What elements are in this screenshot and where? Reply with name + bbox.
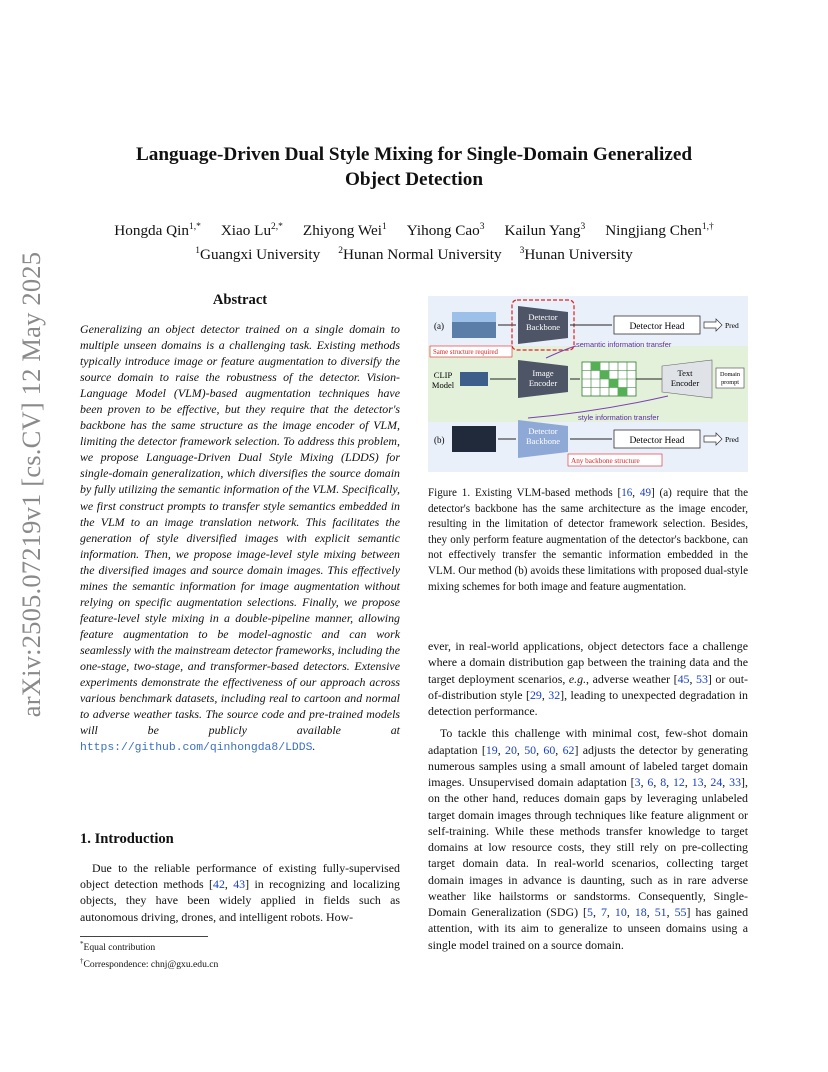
any-backbone-label: Any backbone structure bbox=[571, 457, 640, 465]
title-line-2: Object Detection bbox=[345, 169, 483, 190]
citation-link[interactable]: 62 bbox=[562, 742, 575, 757]
affiliation: $^2$Hunan Normal University bbox=[338, 246, 502, 264]
citation-link[interactable]: 51 bbox=[654, 905, 667, 919]
affiliation: $^1$Guangxi University bbox=[195, 246, 321, 264]
citation-link[interactable]: 19 bbox=[485, 742, 498, 757]
citation-link[interactable]: 45 bbox=[677, 671, 690, 686]
abstract-text: Generalizing an object detector trained on a single domain to multiple unseen domains is a challenging task. Existing methods typically introduce image or feature augmentation to diversify the source domain to raise the robustness of the detector. Vision-Language Model (VLM)-based augmentation techniques have been proven to be effective, but they require that the detector's backbone has the same structure as the image encoder of VLM, limiting the detector framework selection. To address this problem, we propose Language-Driven Dual Style Mixing (LDDS) for single-domain generalization, which diversifies the source domain by fully utilizing the semantic information of the VLM. Specifically, we first construct prompts to transfer style semantics embedded in the VLM to an image translation network. This facilitates the generation of style diversified images with explicit semantic information. Then, we propose image-level style mixing between the diversified images and source domain images. This effectively mines the semantic information for image augmentation without relying on specific augmentation selections. Finally, we propose feature-level style mixing in a double-pipeline manner, allowing feature augmentation to be model-agnostic and can work seamlessly with the mainstream detector frameworks, including the one-stage, two-stage, and transformer-based detectors. Extensive experiments demonstrate the effectiveness of our approach across various benchmark datasets, including real to cartoon and normal to adverse weather tasks. The source code and pre-trained models will be publicly available at https://github.com/qinhongda8/LDDS. bbox=[80, 322, 400, 755]
detector-head-a-label: Detector Head bbox=[629, 322, 685, 332]
pred-b-label: Pred bbox=[725, 435, 739, 444]
footnote-divider bbox=[80, 936, 208, 937]
citation-link[interactable]: 49 bbox=[639, 487, 652, 499]
citation-link[interactable]: 24 bbox=[710, 775, 723, 789]
citation-link[interactable]: 50 bbox=[524, 742, 537, 757]
paragraph-domain-adaptation: To tackle this challenge with minimal cost, few-shot domain adaptation [19, 20, 50, 60, 62] adjusts the detector by generating numerous samples using a small amount of labeled target domain images. Unsupervised domain adaptation [3, 6, 8, 12, 13, 24, 33], on the other hand, reduces domain gaps by leveraging unlabeled target domain images through techniques like feature alignment or self-training. While these methods transfer knowledge to target domains at low resource costs, they still rely on pre-collecting target domain data. In real-world scenarios, collecting target domain images in advance is daunting, such as in rare adverse weather like hailstorms or sandstorms. Consequently, Single-Domain Generalization (SDG) [5, 7, 10, 18, 51, 55] has gained attention, with its aim to generalize to unseen domains using a single model trained on a source domain. bbox=[428, 726, 749, 952]
abstract-section bbox=[80, 292, 400, 756]
introduction-paragraph: Due to the reliable performance of existing fully-supervised object detection methods [42, 43] in recognizing and localizing objects, they have been widely applied in fields such as autonomous driving, drones, and intelligent robots. How- bbox=[80, 861, 400, 924]
paragraph-continuation: ever, in real-world applications, object detectors face a challenge where a domain distribution gap between the training data and the target deployment scenarios, e.g., adverse weather [45, 53] or out-of-distribution style [29, 32], leading to unexpected degradation in detection performance. bbox=[428, 639, 749, 718]
author: Kailun Yang$^3$ bbox=[504, 222, 586, 240]
clip-input-image bbox=[460, 372, 488, 386]
image-encoder-label: Image Encoder bbox=[528, 368, 558, 388]
citation-link[interactable]: 10 bbox=[614, 905, 627, 919]
citation-link[interactable]: 42 bbox=[213, 877, 225, 892]
figure-1-diagram bbox=[428, 296, 748, 472]
footnote-correspondence: †Correspondence: chnj@gxu.edu.cn bbox=[80, 956, 219, 971]
affiliation-list bbox=[80, 241, 748, 265]
pred-arrow-b bbox=[704, 433, 722, 445]
citation-link[interactable]: 16 bbox=[621, 487, 633, 499]
detector-head-b-label: Detector Head bbox=[629, 436, 685, 446]
right-column-text bbox=[428, 638, 748, 953]
citation-link[interactable]: 43 bbox=[233, 877, 246, 892]
citation-link[interactable]: 29 bbox=[529, 687, 542, 702]
arxiv-identifier-stamp bbox=[2, 251, 62, 717]
citation-link[interactable]: 18 bbox=[634, 905, 647, 919]
text-encoder-label: Text Encoder bbox=[670, 368, 700, 388]
semantic-transfer-label: semantic information transfer bbox=[576, 340, 672, 349]
author: Zhiyong Wei$^1$ bbox=[302, 222, 387, 240]
footnotes bbox=[80, 938, 400, 972]
architecture-diagram bbox=[428, 296, 748, 472]
author: Xiao $Lu^{2,*}$ bbox=[220, 222, 283, 240]
arxiv-identifier-text: arXiv:2505.07219v1 [cs.CV] 12 May 2025 bbox=[16, 251, 47, 717]
label-b: (b) bbox=[434, 435, 445, 445]
abstract-heading: Abstract bbox=[212, 292, 268, 308]
embedding-grid bbox=[582, 362, 636, 396]
title-line-1: Language-Driven Dual Style Mixing for Single-Domain Generalized bbox=[135, 144, 693, 165]
detector-backbone-a-label: Detector Backbone bbox=[526, 312, 560, 332]
same-structure-label: Same structure required bbox=[433, 349, 498, 356]
domain-prompt-label: Domain prompt bbox=[720, 371, 740, 386]
author: Ningjiang Chen$^{1,\dagger}$ bbox=[605, 222, 714, 240]
label-a: (a) bbox=[434, 321, 444, 331]
author: Hongda Qin$^{1,*}$ bbox=[114, 222, 201, 240]
citation-link[interactable]: 12 bbox=[672, 775, 685, 789]
paper-title bbox=[80, 142, 748, 192]
footnote-equal: *Equal contribution bbox=[80, 940, 156, 954]
citation-link[interactable]: 53 bbox=[696, 671, 708, 686]
pred-arrow-a bbox=[704, 319, 722, 331]
author: Yihong Cao$^3$ bbox=[406, 222, 485, 240]
citation-link[interactable]: 8 bbox=[660, 775, 667, 789]
author-block bbox=[80, 217, 748, 265]
citation-link[interactable]: 55 bbox=[674, 905, 687, 919]
pred-a-label: Pred bbox=[725, 321, 739, 330]
figure-1-caption: Figure 1. Existing VLM-based methods [16, 49] (a) require that the detector's backbone has the same architecture as the image encoder, resulting in the limitation of detector framework selection. Besides, they only perform feature augmentation of the detector's backbone, can not effectively transfer the semantic information embedded in the VLM. Our method (b) avoids these limitations with proposed dual-style mixing schemes for both image and feature augmentation. bbox=[428, 487, 749, 593]
introduction-heading: 1. Introduction bbox=[80, 831, 174, 847]
citation-link[interactable]: 32 bbox=[548, 687, 561, 702]
citation-link[interactable]: 13 bbox=[691, 775, 704, 789]
citation-link[interactable]: 60 bbox=[543, 742, 556, 757]
affiliation: $^3$Hunan University bbox=[519, 246, 633, 264]
clip-model-label: CLIP Model bbox=[431, 370, 455, 390]
road-image-b bbox=[452, 426, 496, 452]
code-link[interactable]: https://github.com/qinhongda8/LDDS bbox=[80, 742, 313, 755]
citation-link[interactable]: 5 bbox=[587, 905, 593, 919]
style-transfer-label: style information transfer bbox=[578, 413, 659, 422]
detector-backbone-b-label: Detector Backbone bbox=[526, 426, 560, 446]
citation-link[interactable]: 6 bbox=[647, 775, 654, 789]
citation-link[interactable]: 33 bbox=[729, 775, 742, 789]
citation-link[interactable]: 20 bbox=[505, 742, 517, 757]
sky-a bbox=[452, 312, 496, 322]
citation-link[interactable]: 7 bbox=[600, 905, 607, 919]
citation-link[interactable]: 3 bbox=[634, 775, 641, 789]
author-list bbox=[80, 217, 748, 241]
